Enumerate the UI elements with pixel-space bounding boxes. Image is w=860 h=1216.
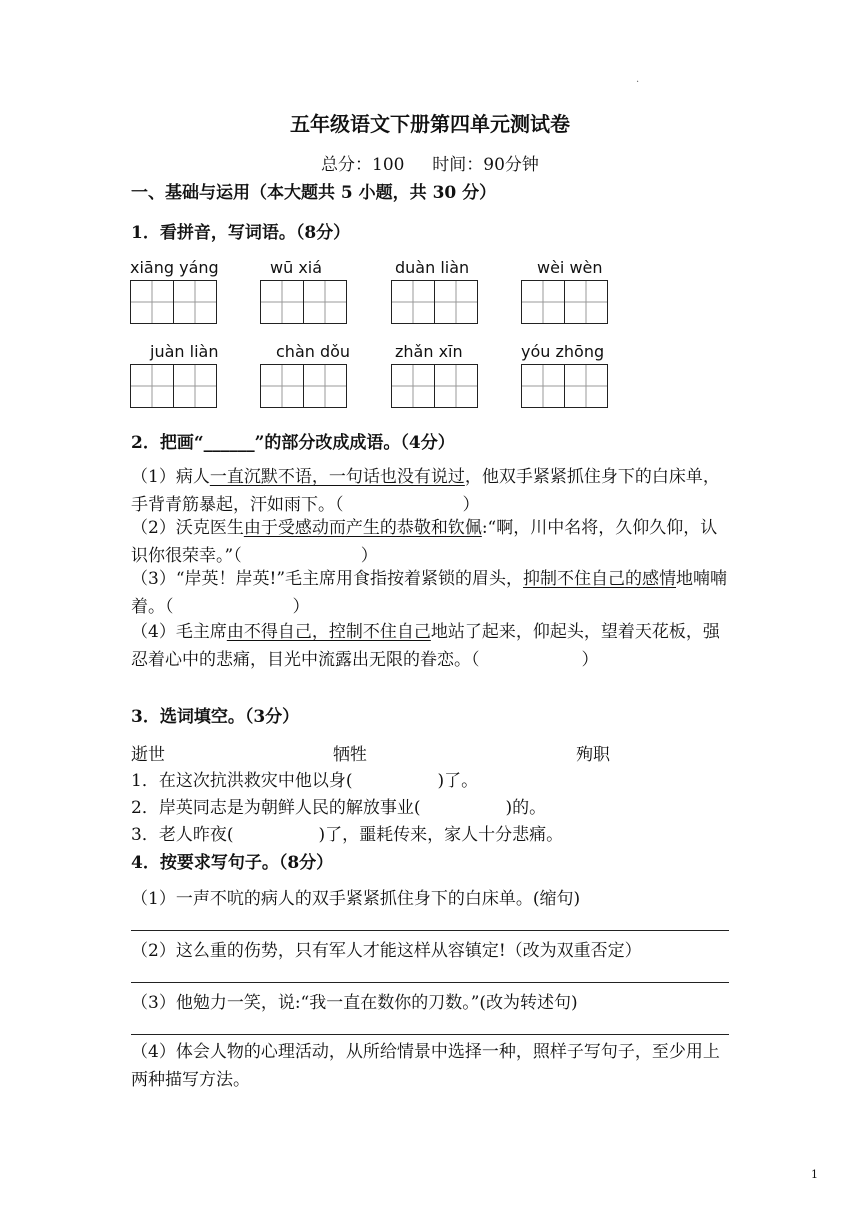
q1-heading: 1．看拼音，写词语。（8分） xyxy=(131,223,351,243)
write-box[interactable] xyxy=(130,280,174,324)
word-option: 牺牲 xyxy=(333,745,367,765)
word-option: 逝世 xyxy=(131,745,165,765)
pinyin-label: yóu zhōng xyxy=(521,342,605,361)
pinyin-label: duàn liàn xyxy=(395,258,470,277)
q2-item-4: （4）毛主席由不得自己，控制不住自己地站了起来，仰起头，望着天花板，强忍着心中的悲痛，目光中流露出无限的眷恋。（ ） xyxy=(131,622,720,670)
write-box[interactable] xyxy=(391,364,435,408)
write-box[interactable] xyxy=(521,280,565,324)
page-dot: . xyxy=(636,74,640,85)
q2-item-2: （2）沃克医生由于受感动而产生的恭敬和钦佩:“啊，川中名将，久仰久仰，认识你很荣幸。”（ ） xyxy=(131,518,718,566)
q4-heading: 4．按要求写句子。（8分） xyxy=(131,853,334,873)
page-subtitle: 总分：100 时间：90分钟 xyxy=(321,155,539,175)
write-box[interactable] xyxy=(564,280,608,324)
answer-line[interactable] xyxy=(131,982,729,983)
q3-item-1: 1．在这次抗洪救灾中他以身( )了。 xyxy=(131,771,479,791)
write-box[interactable] xyxy=(391,280,435,324)
q3-heading: 3．选词填空。（3分） xyxy=(131,707,300,727)
q4-item-4: （4）体会人物的心理活动，从所给情景中选择一种，照样子写句子，至少用上两种描写方法。 xyxy=(131,1042,720,1090)
pinyin-label: zhǎn xīn xyxy=(395,342,463,361)
pinyin-label: xiāng yáng xyxy=(130,258,219,277)
underlined-phrase: 由不得自己，控制不住自己 xyxy=(226,622,431,642)
pinyin-label: wèi wèn xyxy=(537,258,603,277)
q2-heading: 2．把画“______”的部分改成成语。（4分） xyxy=(131,433,455,453)
q4-item-2: （2）这么重的伤势，只有军人才能这样从容镇定!（改为双重否定） xyxy=(131,941,642,961)
answer-line[interactable] xyxy=(131,1034,729,1035)
q2-item-1: （1）病人一直沉默不语，一句话也没有说过，他双手紧紧抓住身下的白床单，手背青筋暴起，汗如雨下。（ ） xyxy=(131,467,720,515)
pinyin-label: chàn dǒu xyxy=(276,342,351,361)
q3-item-2: 2．岸英同志是为朝鲜人民的解放事业( )的。 xyxy=(131,798,547,818)
write-box[interactable] xyxy=(521,364,565,408)
section-heading: 一、基础与运用（本大题共 5 小题，共 30 分） xyxy=(131,183,497,203)
answer-line[interactable] xyxy=(131,930,729,931)
write-box[interactable] xyxy=(260,364,304,408)
write-box[interactable] xyxy=(564,364,608,408)
write-box[interactable] xyxy=(173,364,217,408)
write-box[interactable] xyxy=(303,280,347,324)
write-box[interactable] xyxy=(303,364,347,408)
pinyin-label: juàn liàn xyxy=(150,342,219,361)
q4-item-3: （3）他勉力一笑，说:“我一直在数你的刀数。”(改为转述句) xyxy=(131,993,578,1013)
write-box[interactable] xyxy=(260,280,304,324)
q4-item-1: （1）一声不吭的病人的双手紧紧抓住身下的白床单。(缩句) xyxy=(131,889,581,909)
write-box[interactable] xyxy=(130,364,174,408)
underlined-phrase: 一直沉默不语，一句话也没有说过 xyxy=(209,467,465,487)
word-option: 殉职 xyxy=(576,745,610,765)
page-number: 1 xyxy=(811,1168,818,1181)
write-box[interactable] xyxy=(173,280,217,324)
pinyin-label: wū xiá xyxy=(270,258,323,277)
q3-item-3: 3．老人昨夜( )了，噩耗传来，家人十分悲痛。 xyxy=(131,825,564,845)
underlined-phrase: 抑制不住自己的感情 xyxy=(523,569,677,589)
page-title: 五年级语文下册第四单元测试卷 xyxy=(290,112,570,136)
underlined-phrase: 由于受感动而产生的恭敬和钦佩 xyxy=(243,518,482,538)
write-box[interactable] xyxy=(434,280,478,324)
write-box[interactable] xyxy=(434,364,478,408)
q2-item-3: （3）“岸英！岸英!”毛主席用食指按着紧锁的眉头，抑制不住自己的感情地喃喃着。（ ） xyxy=(131,569,728,617)
